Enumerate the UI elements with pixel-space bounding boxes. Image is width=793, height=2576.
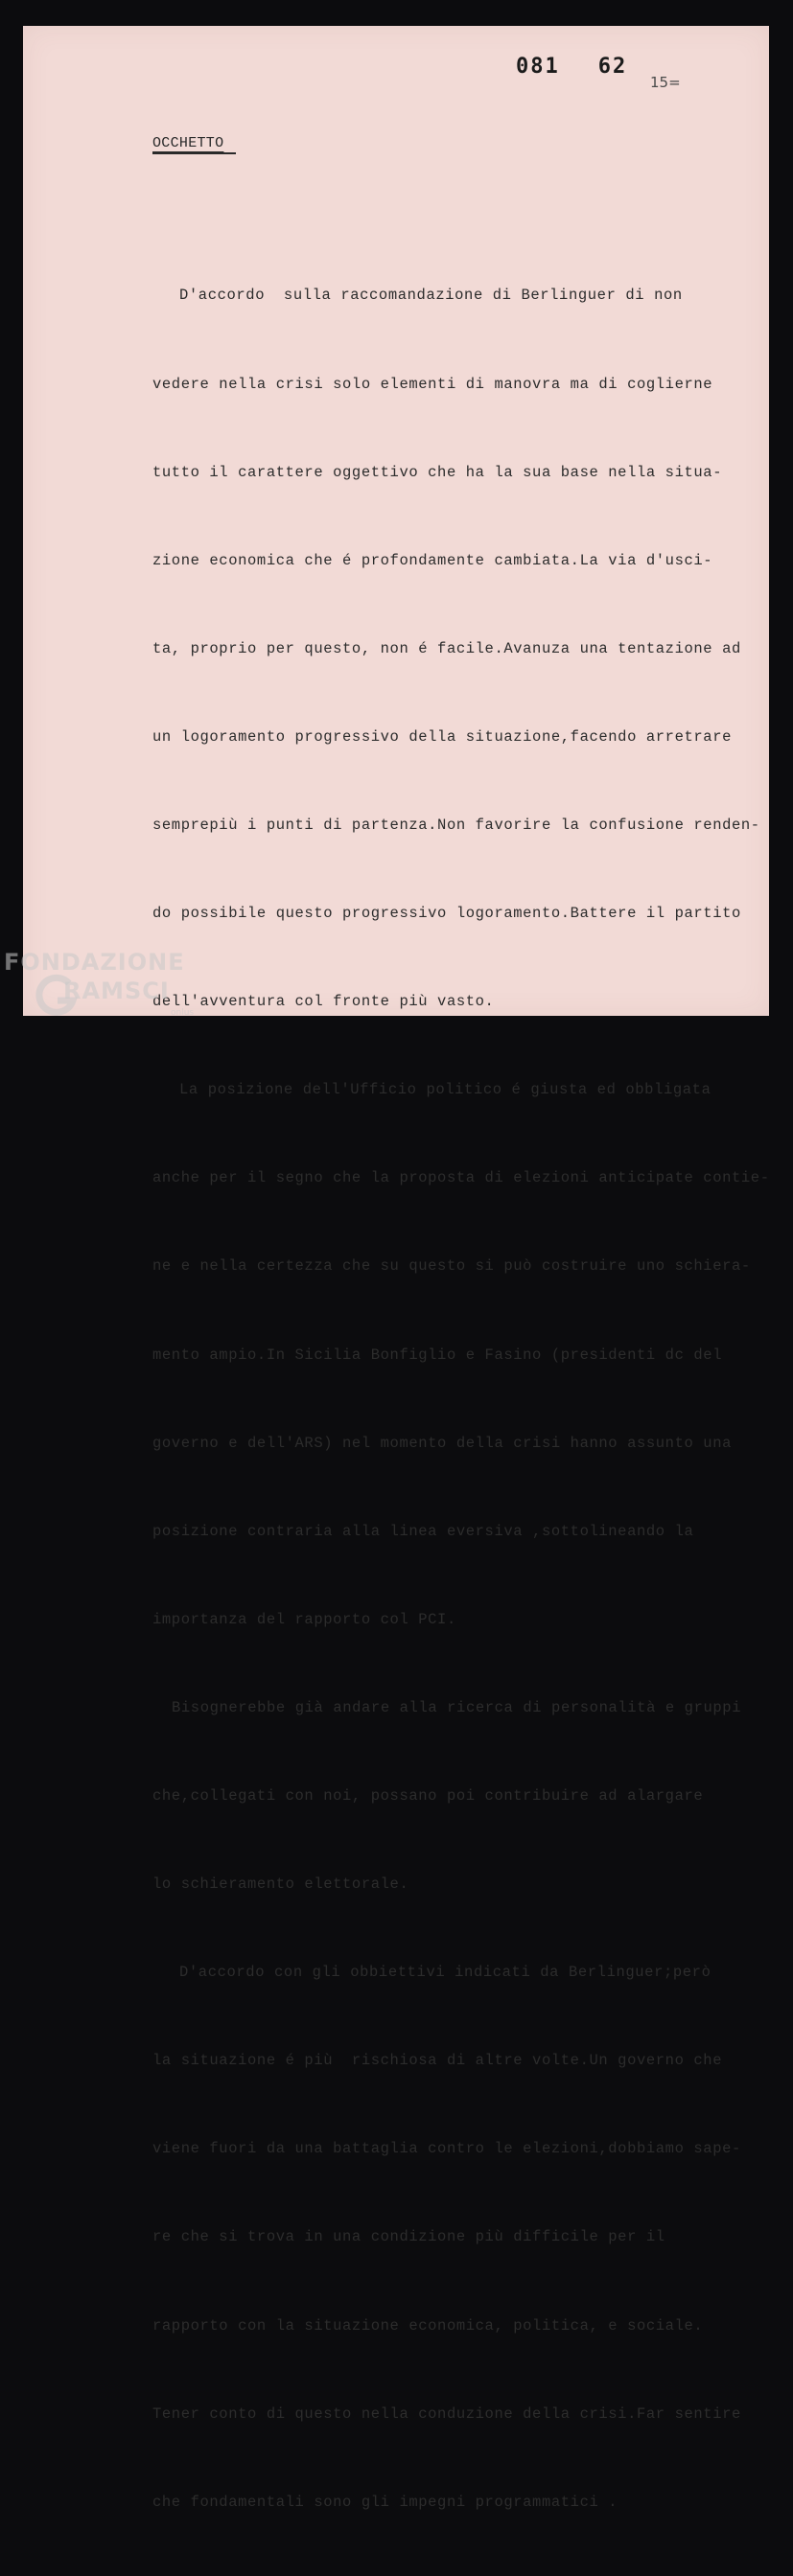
watermark-line-1: FONDAZIONE: [4, 949, 185, 976]
text-line: re che si trova in una condizione più difficile per il: [152, 2228, 665, 2246]
text-line: D'accordo sulla raccomandazione di Berlinguer di non: [179, 287, 683, 305]
text-line: la situazione é più rischiosa di altre volte.Un governo che: [152, 2052, 723, 2070]
text-line: ne e nella certezza che su questo si può costruire uno schiera-: [152, 1257, 751, 1276]
text-line: che,collegati con noi, possano poi contribuire ad alargare: [152, 1787, 704, 1805]
text-line: importanza del rapporto col PCI.: [152, 1610, 456, 1628]
watermark-line-2: RAMSCI: [63, 978, 170, 1004]
text-line: Tener conto di questo nella conduzione della crisi.Far sentire: [152, 2404, 741, 2423]
text-line: zione economica che é profondamente cambiata.La via d'usci-: [152, 551, 713, 569]
text-line: tutto il carattere oggettivo che ha la sua base nella situa-: [152, 463, 723, 481]
archive-number-folder: 081: [516, 55, 560, 79]
archive-number: [516, 55, 627, 79]
text-line: do possibile questo progressivo logoramento.Battere il partito: [152, 905, 741, 923]
fondazione-gramsci-watermark: [0, 949, 201, 1035]
text-line: ta, proprio per questo, non é facile.Avanuza una tentazione ad: [152, 639, 741, 657]
heading-underline: [152, 152, 236, 154]
text-line: La posizione dell'Ufficio politico é giusta ed obbligata: [179, 1081, 711, 1099]
text-line: vedere nella crisi solo elementi di manovra ma di coglierne: [152, 375, 713, 393]
speaker-heading: OCCHETTO: [152, 135, 224, 151]
text-line: viene fuori da una battaglia contro le elezioni,dobbiamo sape-: [152, 2140, 741, 2158]
text-line: che fondamentali sono gli impegni programmatici .: [152, 2493, 618, 2511]
text-line: governo e dell'ARS) nel momento della crisi hanno assunto una: [152, 1434, 732, 1452]
text-line: Bisognerebbe già andare alla ricerca di personalità e gruppi: [172, 1698, 742, 1716]
watermark-line-3: onlus: [171, 1008, 195, 1018]
text-line: un logoramento progressivo della situazione,facendo arretrare: [152, 727, 732, 746]
text-line: semprepiù i punti di partenza.Non favorire la confusione renden-: [152, 816, 760, 834]
document-page: [23, 26, 770, 2511]
text-line: rapporto con la situazione economica, politica, e sociale.: [152, 2316, 704, 2334]
text-line: mento ampio.In Sicilia Bonfiglio e Fasino (presidenti dc del: [152, 1346, 723, 1364]
text-line: dell'avventura col fronte più vasto.: [152, 993, 495, 1011]
typed-text-body: [152, 222, 770, 2576]
handwritten-page-mark: 15=: [650, 74, 681, 91]
text-line: D'accordo con gli obbiettivi indicati da Berlinguer;però: [179, 1964, 711, 1982]
text-line: posizione contraria alla linea eversiva ,sottolineando la: [152, 1522, 694, 1540]
text-line: anche per il segno che la proposta di elezioni anticipate contie-: [152, 1169, 770, 1187]
archive-number-page: 62: [597, 55, 628, 79]
text-line: lo schieramento elettorale.: [152, 1875, 409, 1894]
